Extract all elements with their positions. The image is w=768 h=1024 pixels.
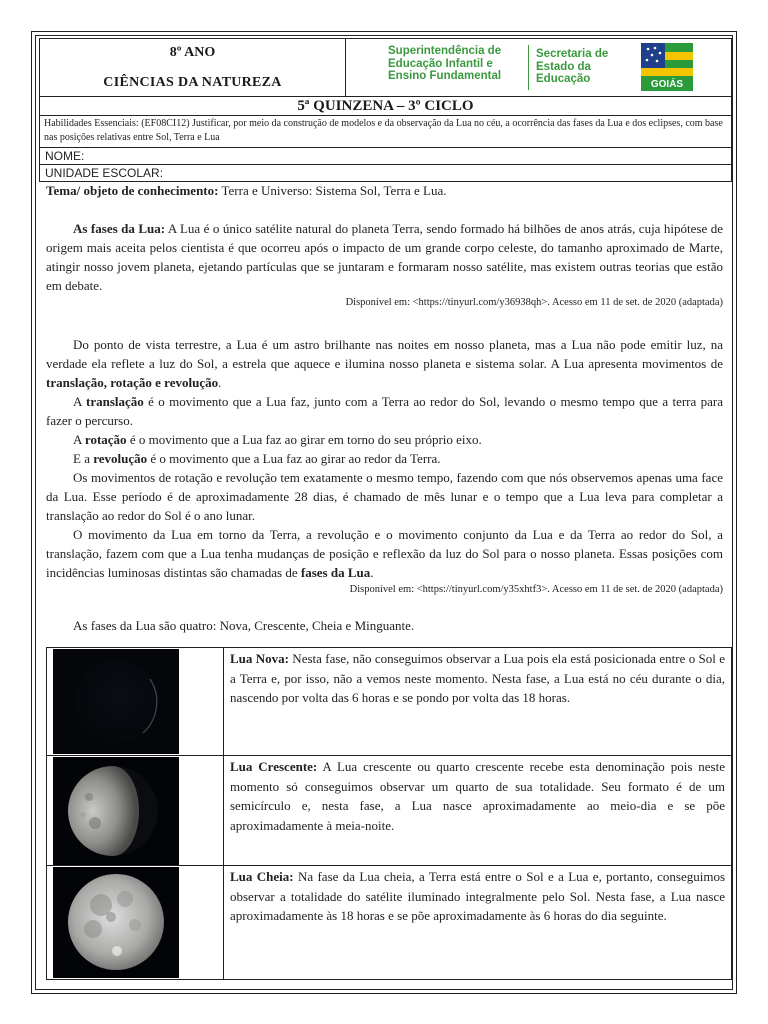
citation-2: Disponível em: <https://tinyurl.com/y35xhtf3>. Acesso em 11 de set. de 2020 (adaptada) xyxy=(349,584,723,595)
phase-row-crescente xyxy=(47,756,731,866)
grade-label: 8º ANO xyxy=(169,45,216,60)
header xyxy=(39,38,732,97)
logo-divider xyxy=(528,45,529,90)
svg-text:GOIÁS: GOIÁS xyxy=(650,79,684,90)
header-left-cell xyxy=(40,39,346,96)
fases-definition-paragraph: O movimento da Lua em torno da Terra, a revolução e o movimento conjunto da Lua e da Terra ao redor do Sol, a translação, fazem com que a Lua tenha mudanças de posição e reflexão da luz do Sol para o nosso planeta. Essas posições com incidências luminosas distintas são chamadas de fases da Lua. xyxy=(46,527,723,580)
periodo-paragraph: Os movimentos de rotação e revolução tem exatamente o mesmo tempo, fazendo com que nós observemos apenas uma face da Lua. Esse período é de aproximadamente 28 dias, é chamado de mês lunar e o tempo que a Lua leva para completar a translação ao redor do Sol é o ano lunar. xyxy=(46,470,723,523)
phase-row-cheia xyxy=(47,866,731,979)
fases-quatro-paragraph: As fases da Lua são quatro: Nova, Crescente, Cheia e Minguante. xyxy=(73,618,415,633)
new-moon-image xyxy=(53,649,179,754)
phase-text-cheia: Lua Cheia: Na fase da Lua cheia, a Terra está entre o Sol e a Lua e, portanto, conseguimos observar a totalidade do satélite iluminado integralmente pelo Sol. Nesta fase, a Lua nasce aproximadamente às 18 horas e se põe aproximadamente às 6 horas do dia seguinte. xyxy=(230,869,725,923)
habilidades-text: Habilidades Essenciais: (EF08CI12) Justificar, por meio da construção de modelos e da observação da Lua no céu, a ocorrência das fases da Lua e dos eclipses, com base nas posições relativas entre Sol, Terra e Lua xyxy=(39,116,732,148)
phase-image-cell xyxy=(47,866,224,979)
fases-intro-paragraph: As fases da Lua: A Lua é o único satélite natural do planeta Terra, sendo formado há bilhões de anos atrás, cuja hipótese de origem mais aceita pelos cientista é que ocorreu após o impacto de um grande corpo celeste, do tamanho aproximado de Marte, atingir nosso jovem planeta, ejetando partículas que se juntaram e formaram nosso satélite, mas existem outras teorias que estão em debate. xyxy=(46,221,724,293)
phase-text-nova: Lua Nova: Nesta fase, não conseguimos observar a Lua pois ela está posicionada entre o Sol e a Terra e, por isso, não a vemos neste momento. Nesta fase, a Lua está no céu durante o dia, nascendo por volta das 6 horas e se pondo por volta das 18 horas. xyxy=(230,651,725,705)
phase-text-crescente: Lua Crescente: A Lua crescente ou quarto crescente recebe esta denominação pois neste momento só conseguimos observar um quarto de sua totalidade. Seu formato é de um semicírculo e, nesta fase, a Lua nasce aproximadamente ao meio-dia e se põe aproximadamente à meia-noite. xyxy=(230,759,725,833)
tema-paragraph: Tema/ objeto de conhecimento: Terra e Universo: Sistema Sol, Terra e Lua. xyxy=(46,183,447,198)
revolucao-paragraph: E a revolução é o movimento que a Lua faz ao girar ao redor da Terra. xyxy=(73,451,441,466)
phase-image-cell xyxy=(47,756,224,865)
full-moon-image xyxy=(53,867,179,978)
quinzena-title: 5ª QUINZENA – 3º CICLO xyxy=(39,97,732,116)
phase-row-nova xyxy=(47,648,731,756)
subject-label: CIÊNCIAS DA NATUREZA xyxy=(103,75,282,90)
translacao-paragraph: A translação é o movimento que a Lua faz, junto com a Terra ao redor do Sol, levando o mesmo tempo que a terra para fazer o percurso. xyxy=(46,394,724,428)
citation-1: Disponível em: <https://tinyurl.com/y36938qh>. Acesso em 11 de set. de 2020 (adaptada) xyxy=(345,297,723,308)
goias-flag-icon xyxy=(639,39,695,96)
header-logos xyxy=(346,39,731,96)
waxing-moon-image xyxy=(53,757,179,865)
secretaria-logo: Secretaria de Estado da Educação xyxy=(536,48,609,85)
nome-field[interactable]: NOME: xyxy=(39,148,732,165)
rotacao-paragraph: A rotação é o movimento que a Lua faz ao girar em torno do seu próprio eixo. xyxy=(73,432,482,447)
superintendencia-logo: Superintendência de Educação Infantil e Ensino Fundamental xyxy=(388,45,502,82)
unidade-escolar-field[interactable]: UNIDADE ESCOLAR: xyxy=(39,165,732,182)
movimentos-paragraph: Do ponto de vista terrestre, a Lua é um astro brilhante nas noites em nosso planeta, mas a Lua não pode emitir luz, na verdade ela reflete a luz do Sol, a estrela que aquece e ilumina nosso planeta e sistema solar. A Lua apresenta movimentos de translação, rotação e revolução. xyxy=(46,337,723,390)
main-content xyxy=(46,181,723,635)
moon-phases-table xyxy=(46,647,732,980)
phase-image-cell xyxy=(47,648,224,755)
